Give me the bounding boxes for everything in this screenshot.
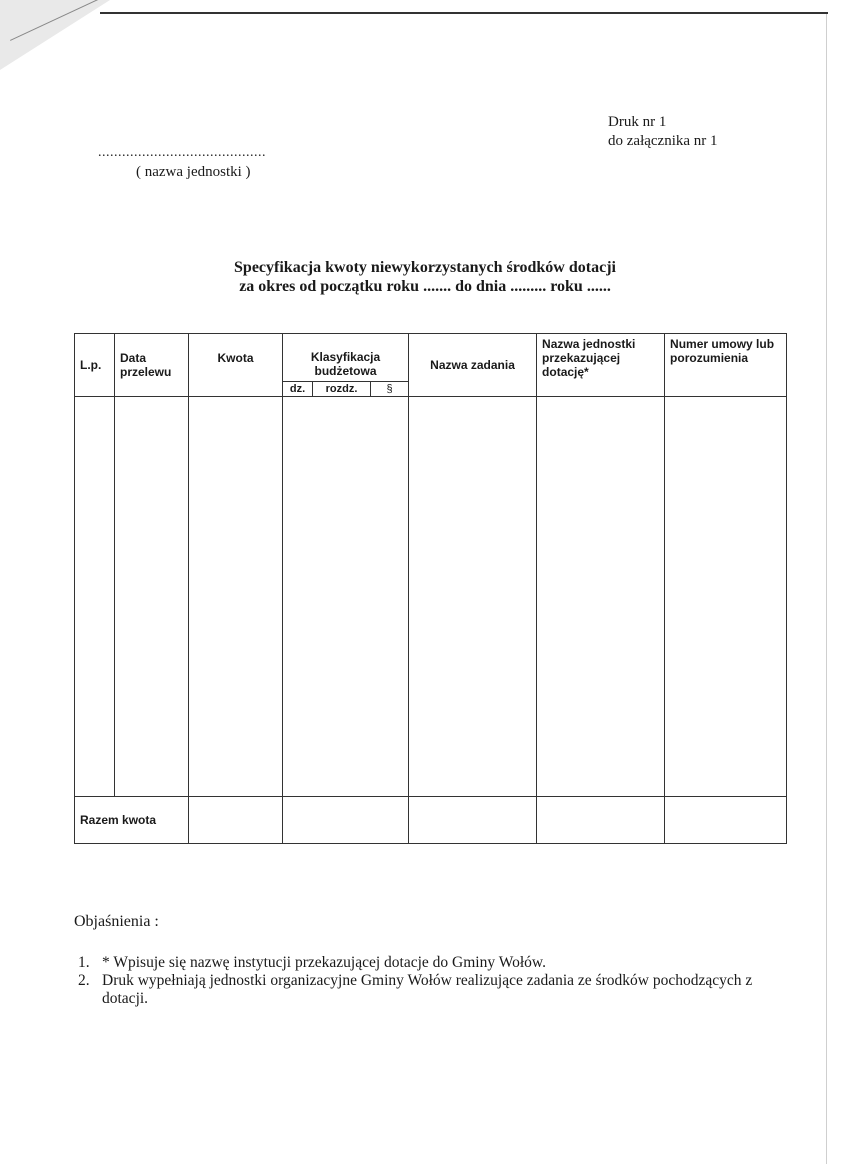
note-item [78, 954, 758, 972]
unit-name-placeholder: .......................................... [98, 145, 266, 160]
table-body-row [75, 397, 787, 797]
header-klasyfikacja-line1: Klasyfikacja [310, 349, 381, 364]
table-total-row [75, 797, 787, 844]
header-dz: dz. [283, 382, 313, 397]
unit-name-label: ( nazwa jednostki ) [136, 164, 251, 180]
header-jednostki-line2: przekazującej [542, 351, 621, 365]
total-label: Razem kwota [75, 797, 189, 844]
cell-numer-umowy[interactable] [665, 397, 787, 797]
header-kwota-label: Kwota [217, 351, 254, 365]
header-umowy-line1: Numer umowy lub [670, 337, 775, 351]
cell-total-nazwa-zadania[interactable] [409, 797, 537, 844]
title-line-1: Specyfikacja kwoty niewykorzystanych środków dotacji [234, 259, 616, 276]
form-number: Druk nr 1 [608, 114, 667, 130]
header-data-line1: Data [120, 351, 147, 365]
table-header-row [75, 334, 787, 382]
cell-total-umowa[interactable] [665, 797, 787, 844]
header-nazwa-zadania: Nazwa zadania [409, 334, 537, 397]
header-klasyfikacja-line2: budżetowa [314, 363, 377, 378]
cell-kwota[interactable] [189, 397, 283, 797]
cell-nazwa-zadania[interactable] [409, 397, 537, 797]
cell-total-jednostka[interactable] [537, 797, 665, 844]
form-identifier [608, 113, 718, 151]
header-paragraf: § [371, 382, 409, 397]
note-number: 2. [78, 972, 90, 989]
header-data-line2: przelewu [120, 365, 172, 379]
note-text: * Wpisuje się nazwę instytucji przekazującej dotacje do Gminy Wołów. [102, 954, 546, 971]
cell-total-klasyfikacja[interactable] [283, 797, 409, 844]
header-klasyfikacja [283, 334, 409, 382]
note-text: Druk wypełniają jednostki organizacyjne Gminy Wołów realizujące zadania ze środków pochodzących z dotacji. [102, 972, 753, 1007]
page-right-edge [826, 14, 827, 1164]
cell-lp[interactable] [75, 397, 115, 797]
cell-total-kwota[interactable] [189, 797, 283, 844]
note-number: 1. [78, 954, 90, 971]
page-corner-shadow [0, 0, 110, 70]
header-kwota [189, 334, 283, 397]
specification-table [74, 333, 787, 844]
header-lp: L.p. [75, 334, 115, 397]
header-data-przelewu [115, 334, 189, 397]
header-nazwa-jednostki [537, 334, 665, 397]
header-jednostki-line1: Nazwa jednostki [542, 337, 636, 351]
note-item [78, 972, 758, 1008]
form-attachment-ref: do załącznika nr 1 [608, 133, 718, 149]
notes-list [78, 954, 758, 1008]
document-title [0, 258, 850, 296]
header-numer-umowy [665, 334, 787, 397]
header-jednostki-line3: dotację* [542, 365, 589, 379]
title-line-2: za okres od początku roku ....... do dnia ......... roku ...... [239, 278, 611, 295]
cell-klasyfikacja[interactable] [283, 397, 409, 797]
page-top-edge [100, 12, 828, 14]
header-umowy-line2: porozumienia [670, 351, 749, 365]
notes-title: Objaśnienia : [74, 913, 159, 930]
header-rozdz: rozdz. [313, 382, 371, 397]
cell-data-przelewu[interactable] [115, 397, 189, 797]
cell-nazwa-jednostki[interactable] [537, 397, 665, 797]
